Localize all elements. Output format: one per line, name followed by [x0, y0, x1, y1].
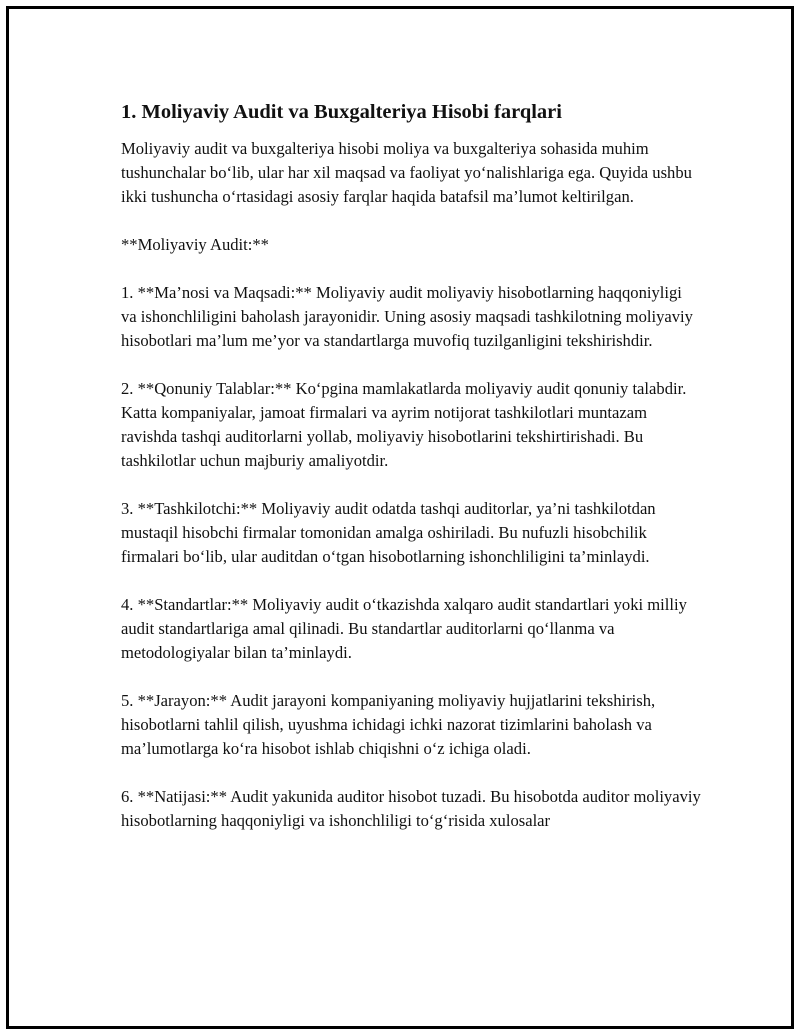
section-heading-moliyaviy-audit: **Moliyaviy Audit:**	[121, 235, 269, 254]
intro-paragraph: Moliyaviy audit va buxgalteriya hisobi moliya va buxgalteriya sohasida muhim tushunchalar bo‘lib, ular har xil maqsad va faoliyat yo‘nalishlariga ega. Quyida ushbu ikki tushuncha o‘rtasidagi asosiy farqlar haqida batafsil ma’lumot keltirilgan.	[121, 139, 692, 206]
list-item-1: 1. **Ma’nosi va Maqsadi:** Moliyaviy audit moliyaviy hisobotlarning haqqoniyligi va ishonchliligini baholash jarayonidir. Uning asosiy maqsadi tashkilotning moliyaviy hisobotlari ma’lum me’yor va standartlarga muvofiq tuzilganligini tekshirishdir.	[121, 283, 693, 350]
list-item-4: 4. **Standartlar:** Moliyaviy audit o‘tkazishda xalqaro audit standartlari yoki milliy audit standartlariga amal qilinadi. Bu standartlar auditorlarni qo‘llanma va metodologiyalar bilan ta’minlaydi.	[121, 595, 687, 662]
list-item-3: 3. **Tashkilotchi:** Moliyaviy audit odatda tashqi auditorlar, ya’ni tashkilotdan mustaqil hisobchi firmalar tomonidan amalga oshiriladi. Bu nufuzli hisobchilik firmalari bo‘lib, ular auditdan o‘tgan hisobotlarning ishonchliligini ta’minlaydi.	[121, 499, 656, 566]
page-frame	[6, 6, 794, 1029]
document-title: 1. Moliyaviy Audit va Buxgalteriya Hisobi farqlari	[121, 101, 562, 123]
document-body	[121, 99, 701, 857]
list-item-2: 2. **Qonuniy Talablar:** Ko‘pgina mamlakatlarda moliyaviy audit qonuniy talabdir. Katta kompaniyalar, jamoat firmalari va ayrim notijorat tashkilotlari muntazam ravishda tashqi auditorlarni yollab, moliyaviy hisobotlarini tekshirtirishadi. Bu tashkilotlar uchun majburiy amaliyotdir.	[121, 379, 687, 470]
list-item-6: 6. **Natijasi:** Audit yakunida auditor hisobot tuzadi. Bu hisobotda auditor moliyaviy hisobotlarning haqqoniyligi va ishonchliligi to‘g‘risida xulosalar	[121, 787, 701, 830]
list-item-5: 5. **Jarayon:** Audit jarayoni kompaniyaning moliyaviy hujjatlarini tekshirish, hisobotlarni tahlil qilish, uyushma ichidagi ichki nazorat tizimlarini baholash va ma’lumotlarga ko‘ra hisobot ishlab chiqishni o‘z ichiga oladi.	[121, 691, 656, 758]
